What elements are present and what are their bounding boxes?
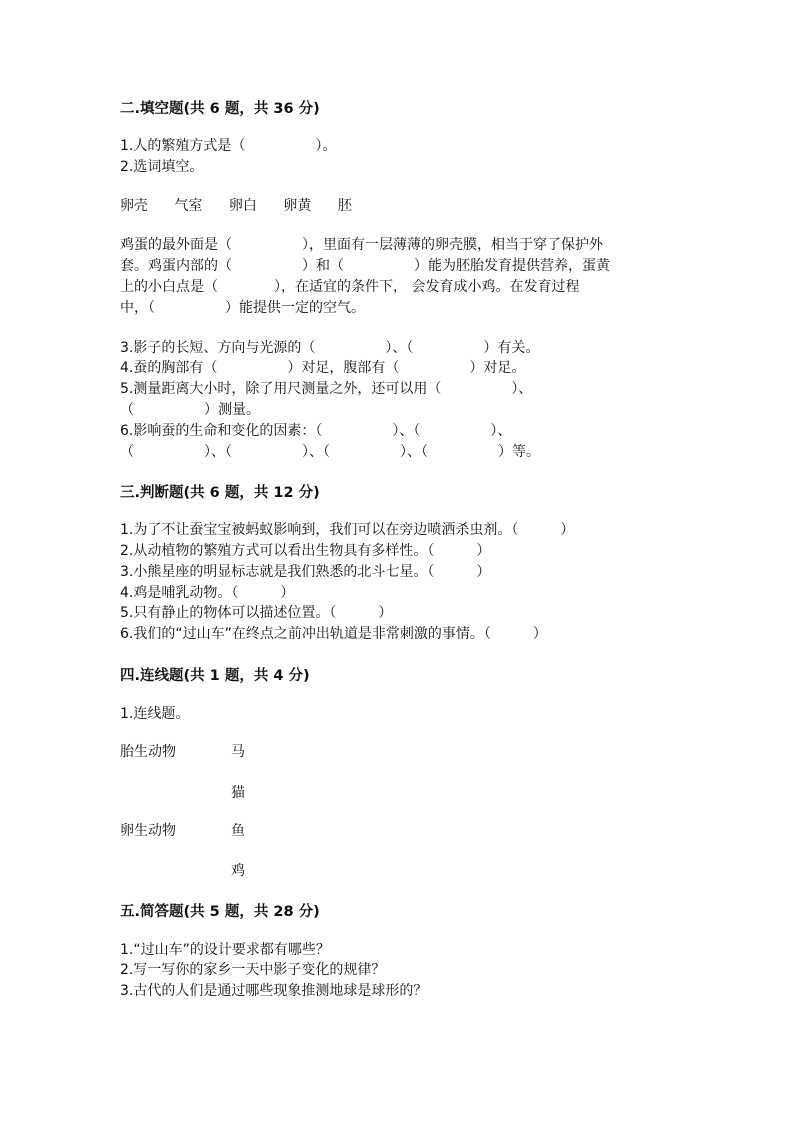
short-answer-item: 1.“过山车”的设计要求都有哪些？ — [120, 942, 330, 958]
match-right-item: 鸡 — [231, 863, 245, 879]
judge-item: 5.只有静止的物体可以描述位置。（ ） — [120, 605, 393, 621]
fill-question-6: 6.影响蚕的生命和变化的因素：（ ）、（ ）、 — [120, 423, 512, 439]
fill-question-4: 4.蚕的胸部有（ ）对足，腹部有（ ）对足。 — [120, 360, 526, 376]
fill-question-5-cont: （ ）测量。 — [120, 402, 260, 418]
short-section-heading: 五.简答题(共 5 题，共 28 分) — [120, 904, 320, 920]
word-bank-item: 气室 — [174, 198, 203, 214]
match-right-item: 鱼 — [231, 823, 245, 839]
judge-item: 2.从动植物的繁殖方式可以看出生物具有多样性。（ ） — [120, 543, 491, 559]
short-answer-item: 3.古代的人们是通过哪些现象推测地球是球形的？ — [120, 983, 428, 999]
egg-paragraph-line: 中，（ ）能提供一定的空气。 — [120, 300, 365, 316]
judge-section-heading: 三.判断题(共 6 题，共 12 分) — [120, 485, 320, 501]
short-answer-item: 2.写一写你的家乡一天中影子变化的规律？ — [120, 962, 386, 978]
judge-item: 6.我们的“过山车”在终点之前冲出轨道是非常刺激的事情。（ ） — [120, 626, 547, 642]
egg-paragraph-line: 上的小白点是（ ），在适宜的条件下， 会发育成小鸡。在发育过程 — [120, 279, 580, 295]
word-bank-item: 卵壳 — [120, 198, 148, 214]
word-bank-item: 卵白 — [228, 198, 257, 214]
judge-item: 4.鸡是哺乳动物。（ ） — [120, 585, 295, 601]
egg-paragraph-line: 套。鸡蛋内部的（ ）和（ ）能为胚胎发育提供营养，蛋黄 — [120, 258, 610, 274]
match-right-item: 猫 — [231, 785, 245, 801]
match-right-item: 马 — [231, 744, 245, 760]
fill-question-5: 5.测量距离大小时，除了用尺测量之外，还可以用（ ）、 — [120, 381, 533, 397]
fill-question-1: 1.人的繁殖方式是（ ）。 — [120, 138, 337, 154]
fill-question-3: 3.影子的长短、方向与光源的（ ）、（ ）有关。 — [120, 340, 540, 356]
fill-section-heading: 二.填空题(共 6 题，共 36 分) — [120, 101, 320, 117]
egg-paragraph-line: 鸡蛋的最外面是（ ），里面有一层薄薄的卵壳膜，相当于穿了保护外 — [120, 237, 603, 253]
word-bank-item: 卵黄 — [283, 198, 312, 214]
fill-question-6-cont: （ ）、（ ）、（ ）、（ ）等。 — [120, 444, 540, 460]
match-section-heading: 四.连线题(共 1 题，共 4 分) — [120, 668, 310, 684]
judge-item: 3.小熊星座的明显标志就是我们熟悉的北斗七星。（ ） — [120, 564, 491, 580]
match-left-item: 胎生动物 — [120, 744, 176, 760]
fill-question-2: 2.选词填空。 — [120, 159, 204, 175]
judge-item: 1.为了不让蚕宝宝被蚂蚁影响到，我们可以在旁边喷洒杀虫剂。（ ） — [120, 522, 575, 538]
match-left-item: 卵生动物 — [120, 823, 176, 839]
word-bank-item: 胚 — [337, 198, 352, 214]
word-bank — [120, 196, 374, 216]
match-question-1: 1.连线题。 — [120, 706, 190, 722]
